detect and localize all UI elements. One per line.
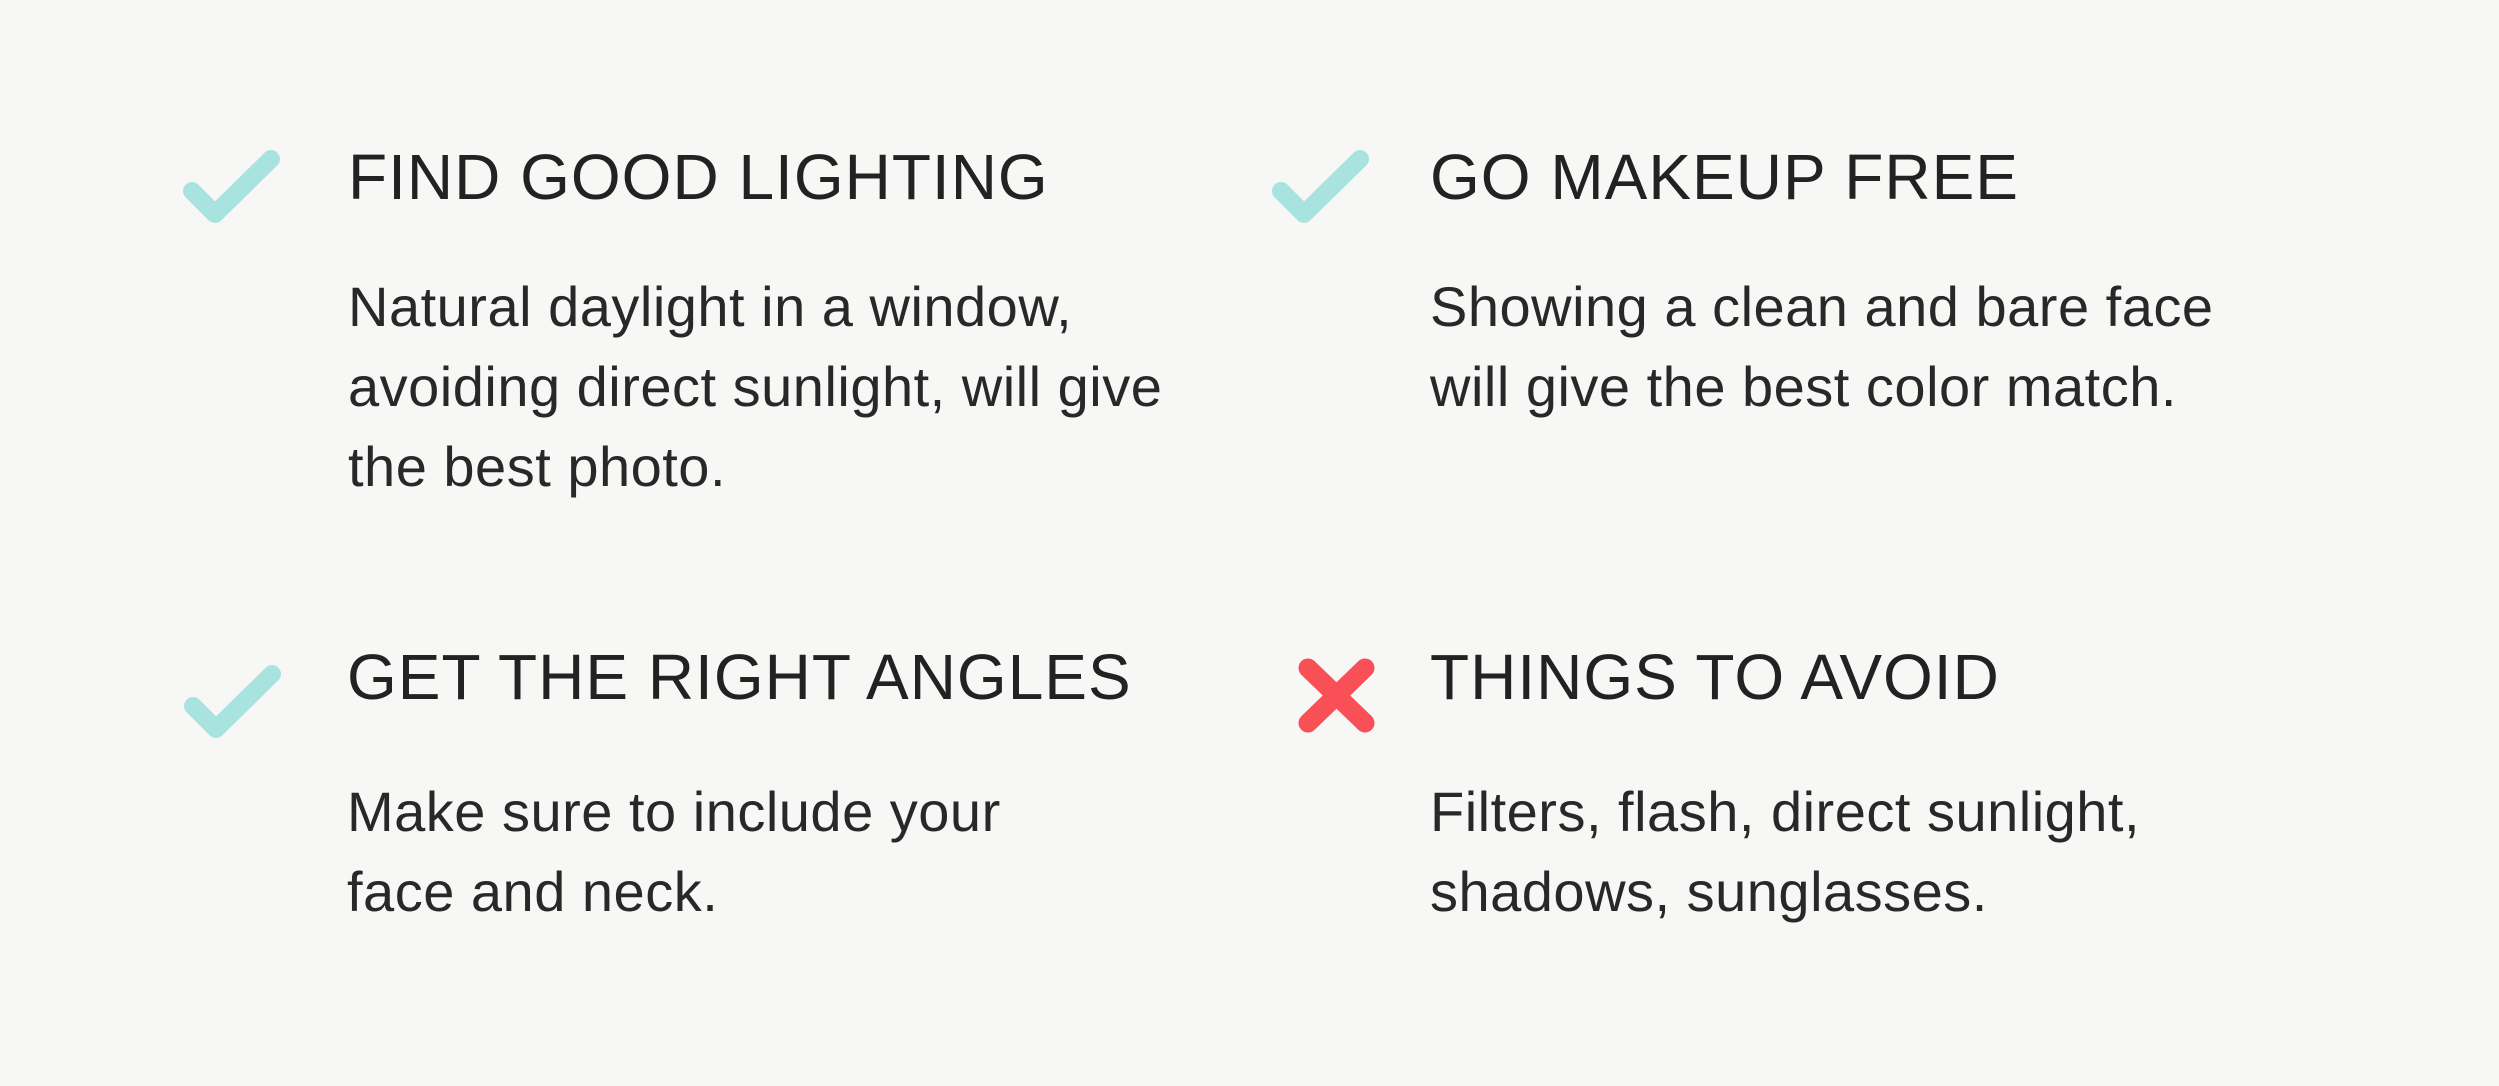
- item-body: [348, 267, 1162, 507]
- item-heading: FIND GOOD LIGHTING: [348, 141, 1049, 213]
- x-icon: [1298, 658, 1375, 733]
- item-heading: GO MAKEUP FREE: [1430, 141, 2019, 213]
- body-line: Make sure to include your: [347, 780, 1001, 843]
- check-icon: [183, 150, 280, 223]
- check-stroke: [193, 674, 272, 729]
- body-line: avoiding direct sunlight, will give: [348, 355, 1163, 418]
- item-heading: GET THE RIGHT ANGLES: [347, 641, 1132, 713]
- body-line: Filters, flash, direct sunlight,: [1430, 780, 2141, 843]
- check-icon: [184, 665, 281, 738]
- body-line: face and neck.: [347, 860, 719, 923]
- check-stroke: [1281, 159, 1360, 214]
- body-line: Natural daylight in a window,: [348, 275, 1073, 338]
- body-line: the best photo.: [348, 435, 727, 498]
- body-line: will give the best color match.: [1430, 355, 2177, 418]
- check-stroke: [192, 159, 271, 214]
- body-line: shadows, sunglasses.: [1430, 860, 1988, 923]
- item-body: [347, 772, 1001, 932]
- body-line: Showing a clean and bare face: [1430, 275, 2214, 338]
- item-body: [1430, 772, 2140, 932]
- check-icon: [1272, 150, 1369, 223]
- item-body: [1430, 267, 2214, 427]
- item-heading: THINGS TO AVOID: [1430, 641, 2000, 713]
